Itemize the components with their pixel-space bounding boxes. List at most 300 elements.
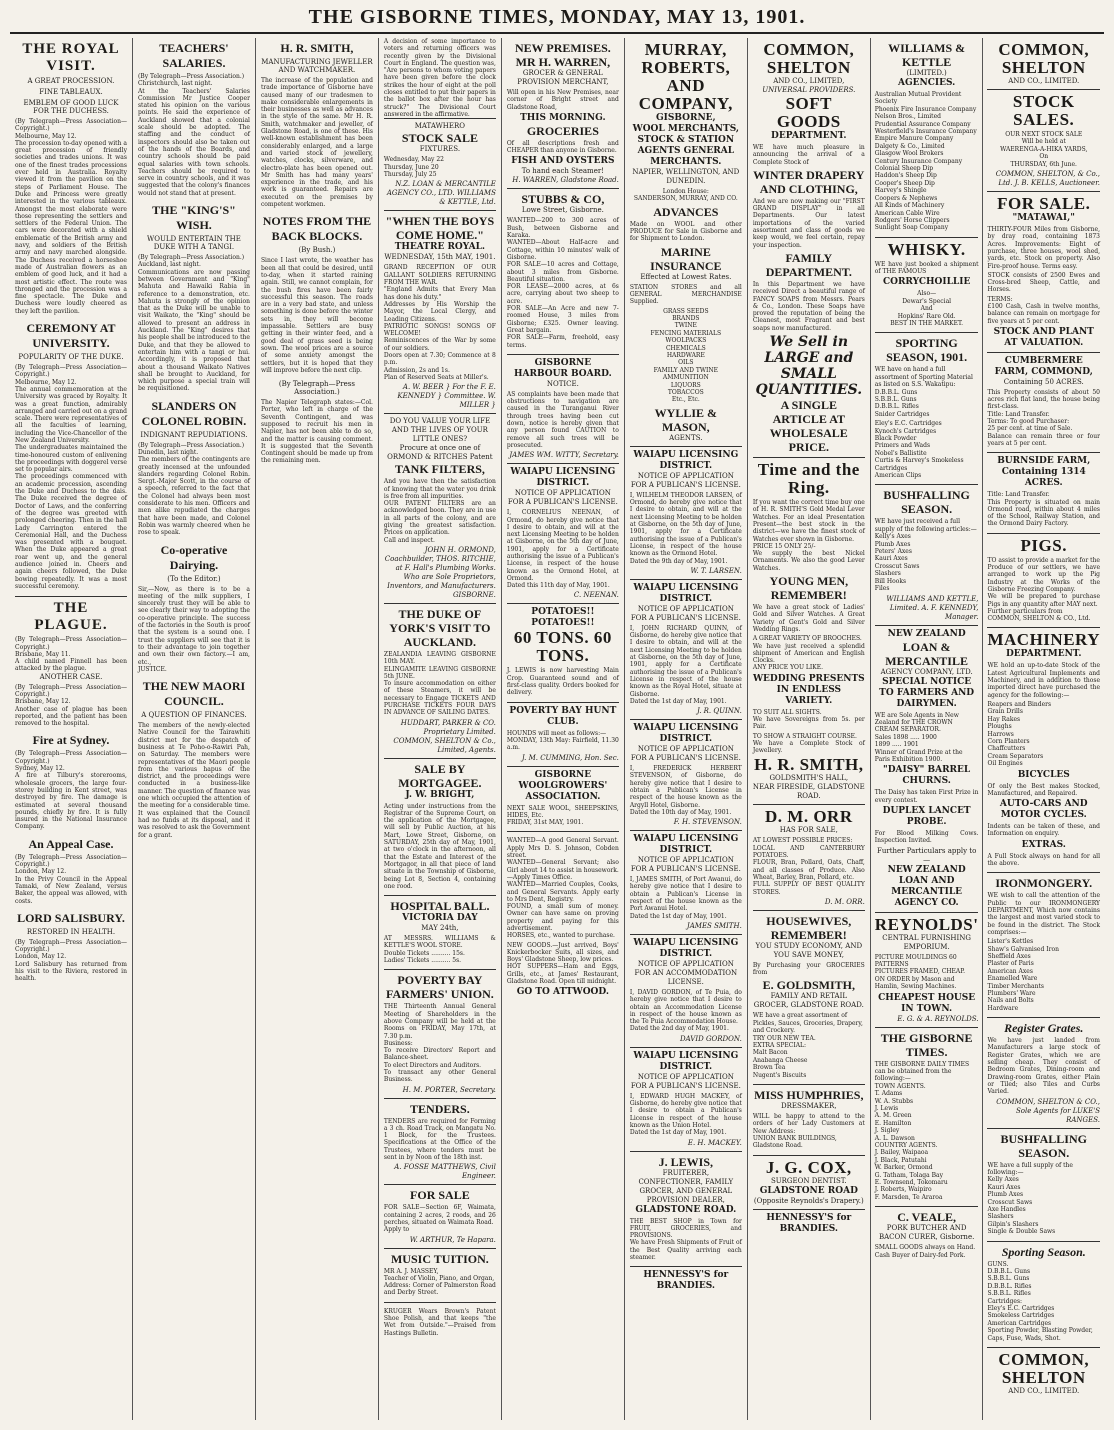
ad-body: KRUGER Wears Brown's Patent Shoe Polish, and that keeps "the Wet from Outside."—Praised from Hastings Bulletin. — [383, 1307, 498, 1337]
article-subtitle: POPULARITY OF THE DUKE. — [18, 353, 124, 362]
stock-sales-ad — [987, 89, 1100, 191]
lewis-ad — [630, 1151, 742, 1267]
ad-body: I, EDWARD HUGH MACKEY, of Gisborne, do hereby give notice that I desire to obtain a Publican's License in respect of the house known as the Union Hotel. Dated the 1st day of May, 1901. — [629, 1092, 742, 1137]
article-title: CEREMONY AT UNIVERSITY. — [26, 321, 116, 351]
article-title: An Appeal Case. — [28, 836, 114, 851]
ad-list: GUNS. D.B.B.L. Guns S.B.B.L. Guns D.B.B.L. Rifles S.B.B.L. Rifles Cartridges: Eley's E.C. Cartridges Smokeless Cartridges American Cartridges Sporting Powder, Blasting Powder, Caps, Fuse, Wads, Shot. — [987, 1260, 1093, 1342]
ad-line: THEATRE ROYAL. — [394, 242, 486, 253]
ad-heading: IRONMONGERY. — [995, 876, 1093, 891]
ad-body: GRAND RECEPTION OF OUR GALLANT SOLDIERS RETURNING FROM THE WAR. "England Admits that Every Man has done his duty." Addresses by His Worship the Mayor, the Local Clergy, and Leading Citizens. PATRIOTIC SONGS! SONGS OF WELCOME! Reminiscences of the War by some of our soldiers. Doors open at 7.30; Commence at 8 p.m. Admission, 2s and 1s. Plan of Reserved Seats at Miller's. — [383, 264, 496, 381]
ad-heading: BUSHFALLING SEASON. — [883, 488, 970, 517]
ad-signature: F. H. STEVENSON. — [673, 818, 742, 827]
ad-line: WAIAPU LICENSING DISTRICT. — [633, 937, 739, 959]
woolgrowers-ad — [507, 766, 619, 832]
ad-line: WAIAPU LICENSING DISTRICT. — [633, 834, 739, 856]
article-body: The members of the newly-elected Native Council for the Tairawhiti district met for the despatch of business at Te Poho-o-Rawiri Pah, on Saturday. The members were representatives of the Maori people from the various hapus of the district, and the proceedings were conducted in a business-like manner. The question of finance was one which occupied the attention of the meeting for a considerable time. It was explained that the Council had no funds at its disposal, and it was resolved to ask the Government for a grant. — [137, 722, 252, 839]
ad-list: WE have a great assortment of Pickles, Sauces, Groceries, Drapery, and Crockery. TRY OUR NEW TEA. EXTRA SPECIAL: Malt Bacon Anabanga Cheese Brown Tea Nugent's Biscuits — [752, 1012, 863, 1079]
ad-line: CENTRAL FURNISHING EMPORIUM. — [882, 933, 972, 951]
ad-signature: W. T. LARSEN. — [690, 566, 742, 575]
ad-body: Of only the Best makes Stocked, Manufactured, and Repaired. — [987, 782, 1102, 797]
machinery-ad — [987, 627, 1100, 872]
article-body: Sir,—Now, as there is to be a meeting of the milk suppliers, I sincerely trust they will be able to see clearly their way to adopting the co-operative principle. The success of the factories in the South is proof that the system is a sound one. I trust the suppliers will see that it is to their advantage to join together and own their own factory.—I am, etc., JUSTICE. — [137, 585, 250, 673]
article-body: (By Telegraph—Press Association—Copyright.) Brisbane, May 12. Another case of plague has been reported, and the patient has been removed to the hospital. — [15, 683, 127, 728]
ad-line: Effected at Lowest Rates. — [640, 272, 732, 281]
kruger-ad — [384, 1302, 496, 1342]
ad-line: FAMILY AND RETAIL GROCER, GLADSTONE ROAD. — [753, 992, 864, 1010]
ad-body: ZEALANDIA LEAVING GISBORNE 10th MAY. ELINGAMITE LEAVING GISBORNE 5th JUNE. To insure accommodation on either of these Steamers, it will be necessary to Engage TICKETS AND PURCHASE TICKETS FOUR DAYS IN ADVANCE OF SAILING DATES. — [383, 650, 496, 717]
divider — [15, 596, 127, 597]
ad-line: NOTICE OF APPLICATION FOR AN ACCOMMODATION LICENSE. — [634, 959, 738, 986]
ad-heading: NEW PREMISES. — [514, 41, 611, 55]
article-subtitle: WOULD ENTERTAIN THE DUKE WITH A TANGI. — [147, 235, 241, 252]
ad-heading: HOUSEWIVES, REMEMBER! — [766, 913, 852, 942]
ad-line: WEDDING PRESENTS IN ENDLESS VARIETY. — [752, 673, 865, 706]
teachers-article — [138, 41, 250, 197]
ad-signature: HUDDART, PARKER & CO. Proprietary Limited. COMMON, SHELTON & Co., Limited, Agents. — [393, 718, 496, 754]
ad-heading: MACHINERY — [987, 630, 1100, 650]
article-subtitle: EMBLEM OF GOOD LUCK FOR THE DUCHESS. — [23, 99, 119, 115]
ad-body: NEXT SALE WOOL, SHEEPSKINS, HIDES, Etc. FRIDAY, 31st MAY, 1901. — [506, 804, 619, 827]
mortgagee-ad — [384, 758, 496, 896]
ad-body: We have a great stock of Ladies' Gold and Silver Watches. A Great Variety of Gent's Gold and Silver Wedding Rings. — [752, 604, 867, 633]
ad-line: NOTICE OF APPLICATION FOR A PUBLICAN'S LICENSE. — [630, 604, 741, 622]
column-4 — [379, 38, 502, 1420]
ad-body: HOUNDS will meet as follows:— MONDAY, 13th May: Fairfield, 11.30 a.m. — [506, 729, 619, 752]
ad-line: BICYCLES — [1017, 769, 1070, 780]
ad-heading: FOR SALE. — [997, 194, 1091, 214]
ad-line: DEPARTMENT. — [771, 131, 847, 141]
ad-line: NEAR FIRESIDE, GLADSTONE ROAD. — [752, 783, 865, 801]
article-subtitle: RESTORED IN HEALTH. — [26, 927, 116, 936]
ad-body: TERMS: £100 Cash, Cash in twelve months, balance can remain on mortgage for five years at 5 per cent. — [987, 295, 1100, 325]
ad-body: AT LOWEST POSSIBLE PRICES: LOCAL AND CANTERBURY POTATOES. FLOUR, Bran, Pollard, Oats, Chaff, and all classes of Produce. Also Wheat, Barley, Bran, Pollard, etc. FULL SUPPLY OF BEST QUALITY STORES. — [752, 837, 865, 896]
article-subtitle: A QUESTION OF FINANCES. — [141, 711, 247, 720]
ad-body: MR A. J. MASSEY, Teacher of Violin, Piano, and Organ, Address: Corner of Palmerston Road and Derby Street. — [383, 1267, 496, 1297]
ad-line: PORK BUTCHER AND BACON CURER, Gisborne. — [878, 1224, 975, 1242]
ad-line: WOOL MERCHANTS, STOCK & STATION AGENTS GENERAL MERCHANTS. — [632, 124, 740, 167]
ad-body: A GREAT VARIETY OF BROOCHES. We have just received a splendid shipment of American and English Clocks. ANY PRICE YOU LIKE. — [752, 635, 865, 672]
ad-line: AND CO., LIMITED, — [773, 77, 845, 85]
ad-list: London House: SANDERSON, MURRAY, AND CO. — [633, 188, 738, 203]
napier-article — [261, 380, 373, 465]
ad-body: TENDERS are required for Forming a 3 ch. Road Track, on Mangatu No. 1 Block, for the Trustees. Specifications at the Office of the Trustees, where tenders must be sent in by Noon of the 18th inst. — [383, 1117, 498, 1162]
ad-line: GO TO ATTWOOD. — [516, 987, 610, 998]
ad-line: GOLDSMITH'S HALL, — [769, 774, 849, 783]
ad-line: WAIAPU LICENSING DISTRICT. — [633, 1050, 739, 1072]
article-subtitle: INDIGNANT REPUDIATIONS. — [140, 430, 248, 439]
ad-heading: WYLLIE & MASON, — [654, 405, 717, 434]
article-body: (By Telegraph—Press Association.) Christchurch, last night. At the Teachers' Salaries Commission Mr Justice Cooper stated his opinion on the various points. He said the experience of Auckland showed that a colonial scale should be adopted. The staffing and the conduct of inspectors should also be taken out of the hands of the Boards, and country schools should be paid equal salaries with town schools. Teachers should be required to serve in country schools, and it was suggested that the colony's finances would not stand that at present. — [137, 73, 250, 197]
ad-line: HAS FOR SALE, — [779, 826, 838, 835]
article-subtitle: (By Telegraph—Press Association.) — [278, 380, 355, 397]
cumbermere-ad — [987, 352, 1100, 452]
ad-line: DRESSMAKER, — [781, 1102, 837, 1111]
ad-body: I, JAMES SMITH, of Port Awanui, do hereby give notice that I desire to obtain a Publican's License in respect of the house known as the Port Awanui Hotel. Dated the 1st day of May, 1901. — [629, 876, 742, 920]
ad-signature: C. NEENAN. — [573, 591, 619, 600]
ad-line: GLADSTONE ROAD. — [635, 1204, 737, 1215]
ad-heading: YOUNG MEN, REMEMBER! — [769, 574, 849, 603]
ad-line: Procure at once one of ORMOND & RITCHES Patent — [387, 444, 493, 462]
ad-body: In this Department we have received Direct a beautiful range of FANCY SOAPS from Messrs. Pears & Co., London. These Soaps have proved the reputation of being the Cleanest, most Fragrant and best soaps now manufactured. — [752, 280, 867, 332]
ad-line: NOTICE OF APPLICATION FOR A PUBLICAN'S LICENSE. — [630, 471, 741, 489]
ad-heading: PIGS. — [1020, 535, 1067, 555]
ad-line: NOTICE OF APPLICATION FOR A PUBLICAN'S LICENSE. — [630, 745, 741, 763]
ad-line: WAIAPU LICENSING DISTRICT. — [633, 723, 739, 745]
music-tuition-ad — [384, 1248, 496, 1302]
article-body: The Napier Telegraph states:—Col. Porter, who left in charge of the Seventh Contingent, and was supposed to recruit his men in Napier, has not been able to do so, and the matter is causing comment. It is suggested that the Seventh Contingent should be made up from the remaining men. — [260, 399, 375, 465]
article-body: (By Telegraph—Press Association—Copyright.) Melbourne, May 12. The procession to-day opened with a great procession of friendly societies and trades unions. It was one of the finest trades processions ever held in Australia. Royalty viewed it from the pavilion on the steps of Parliament House. The Duke and Princess were greatly interested in the various tableaux. Amongst the most elaborate were those representing the settlers and settlers of the Federal Union. The cars were decorated with a shield emblematic of the British army and navy, and soldiers of the British army and navy marched alongside. The Duchess received a horseshoe made of Australian flowers as an emblem of good luck, and it had a most artistic effect. The route was thronged and the procession was a fine spectacle. The Duke and Duchess were loudly cheered as they left the pavilion. — [15, 118, 127, 315]
wanted-ads — [507, 831, 619, 1001]
ad-heading: D. M. ORR — [765, 807, 853, 827]
ad-signature: J. M. CUMMING, Hon. Sec. — [521, 753, 619, 762]
ad-line: WEDNESDAY, 15th MAY, 1901. — [384, 253, 496, 262]
ad-body: I, FREDERICK HERBERT STEVENSON, of Gisborne, do hereby give notice that I desire to obtain a Publican's License in respect of the house known as the Argyll Hotel, Gisborne. Dated the 10th day of May, 1901. — [629, 765, 742, 816]
licensing-notice — [507, 463, 619, 603]
ad-body: TO SHOW A STRAIGHT COURSE. We have a Complete Stock of Jewellery. — [752, 732, 865, 755]
stock-sale-ad — [384, 118, 496, 210]
ad-signature: JAMES WM. WITTY, Secretary. — [509, 451, 619, 460]
ad-body: Indents can be taken of these, and Information on enquiry. — [987, 823, 1102, 838]
sporting-season-ad — [987, 1241, 1100, 1347]
ad-body: WE hold an up-to-date Stock of the Latest Agricultural Implements and Machinery, and in addition to those imported direct have purchased the agency for the following:— — [987, 662, 1102, 699]
kings-wish-article — [138, 203, 250, 393]
ad-heading: STOCK SALE — [401, 131, 478, 146]
ad-line: HENNESSY'S for BRANDIES. — [766, 1212, 852, 1234]
whisky-ad — [875, 237, 979, 333]
article-subtitle: (By Bush.) — [298, 246, 336, 255]
ad-heading: E. GOLDSMITH, — [762, 978, 855, 993]
ad-line: FIXTURES. — [419, 145, 461, 154]
ad-line: Lowe Street, Gisborne. — [521, 206, 604, 215]
licensing-notice — [630, 579, 742, 719]
article-title: TEACHERS' SALARIES. — [159, 41, 229, 70]
ad-line: CORRYCHOILLIE — [882, 277, 971, 288]
bushfalling-ad — [987, 1128, 1100, 1241]
ad-line: GLADSTONE ROAD — [759, 1185, 858, 1196]
royal-visit-article — [15, 41, 127, 315]
ad-body: STATION STORES and all GENERAL MERCHANDISE Supplied. — [629, 283, 744, 306]
ad-body: A Full Stock always on hand for all the above. — [987, 852, 1102, 868]
ad-line: NOTICE OF APPLICATION FOR A PUBLICAN'S LICENSE. — [630, 856, 741, 874]
ad-signature: J. R. QUINN. — [696, 707, 742, 716]
ad-list: Australian Mutual Provident Society Phoenix Fire Insurance Company Nelson Bros., Limited Prudential Assurance Company Westerfield's Insurance Company Empire Manure Company Dalgety & Co., Limited Glasgow Wool Brokers Century Insurance Company Colonial Sheep Dip Haddon's Sheep Dip Cooper's Sheep Dip Harvey's Shingle Coopers & Nephews All Kinds of Machinery American Cable Wire Rodgers' Horse Clippers Sunlight Soap Company — [874, 91, 977, 232]
ad-line: VICTORIA DAY — [402, 913, 478, 924]
ad-body: AT MESSRS. WILLIAMS & KETTLE'S WOOL STORE. Double Tickets .......... 15s. Ladies' Tickets .......... 5s. — [383, 935, 496, 965]
article-body: (By Telegraph—Press Association—Copyright.) Sydney, May 12. A fire at Tilbury's storerooms, wholesale grocers, the large four-storey building in Kent street, was destroyed by fire. The damage is estimated at several thousand pounds, chiefly by fire. It is fully insured in the National Insurance Company. — [15, 750, 127, 831]
ad-line: AND CO., LIMITED. — [1008, 77, 1080, 85]
column-8b — [983, 38, 1104, 1420]
ad-signature: D. M. ORR. — [824, 897, 865, 906]
common-shelton-ad — [753, 38, 865, 457]
article-title: Fire at Sydney. — [32, 733, 110, 748]
ad-line: POTATOES!! POTATOES!! — [531, 607, 595, 629]
ad-heading: POVERTY BAY FARMERS' UNION. — [386, 973, 494, 1002]
williams-kettle-ad — [875, 38, 979, 237]
column-3 — [256, 38, 379, 1420]
ad-line: AGENCIES. — [897, 78, 956, 88]
ad-signature: H. WARREN, Gladstone Road. — [512, 176, 619, 185]
ad-body: WE have just booked a shipment of THE FAMOUS — [874, 260, 981, 276]
ad-body: AS complaints have been made that obstructions to navigation are caused in the Turanganui River through trees having been cut down, notice is hereby given that any person found CAUTION to remove all such trees will be prosecuted. — [506, 390, 621, 449]
ad-body: If you want the correct time buy one of H. R. SMITH'S Gold Medal Lever Watches. For an ideal Presentation Present—the best stock in the district—we have the finest stock of Watches ever shown in Gisborne. PRICE 15 ONLY 25/- We supply the best Nickel Ornaments. We also the good Lever Watches. — [752, 499, 865, 572]
ad-heading: COMMON, SHELTON — [763, 40, 855, 77]
potatoes-ad — [507, 603, 619, 701]
ad-list: WE have a full supply of the following:— Kelly Axes Kauri Axes Plumb Axes Crosscut Saws Axe Handles Slashers Gilpin's Slashers Single & Double Saws — [987, 1161, 1073, 1236]
ad-heading: Sporting Season. — [1001, 1244, 1086, 1259]
ad-line: FISH AND OYSTERS — [511, 156, 615, 167]
article-body: (By Telegraph—Press Association.) Auckland, last night. Communications are now passing between Government and "King" Mahuta and Hawaiki Rabia in reference to a demonstration, etc. Mahuta is strongly of the opinion that as the Duke will be unable to visit Waikato, the "King" should be allowed to present an address in Auckland. The "King" desires that his people shall be introduced to the Duke, and that they be allowed to entertain him with a tangi or hui. Accordingly, it is proposed that about a thousand Waikato Natives shall be brought to Auckland, for which purpose a special train will be requisitioned. — [137, 254, 250, 393]
article-title: THE NEW MAORI COUNCIL. — [142, 679, 246, 709]
ad-signature: WILLIAMS AND KETTLE, Limited. A. F. KENNEDY, Manager. — [886, 594, 979, 621]
hunt-club-ad — [507, 702, 619, 766]
ceremony-article — [15, 321, 127, 590]
article-title: Co-operative Dairying. — [160, 542, 228, 572]
article-body: (By Telegraph—Press Association—Copyright.) London, May 12. Lord Salisbury has returned from his visit to the Riviera, restored in health. — [15, 938, 127, 983]
ad-body: Will open in his New Premises, near corner of Bright street and Gladstone Road, — [506, 89, 621, 111]
time-ring-ad — [753, 457, 865, 804]
ad-heading: SPORTING SEASON, 1901. — [886, 336, 968, 365]
tenders-ad — [384, 1098, 496, 1185]
ad-body: Title: Land Transfer. This Property is situated on main Ormond road, within about 4 miles of the School, Railway Station, and the Ormond Dairy Factory. — [987, 491, 1100, 528]
article-body: A decision of some importance to voters and returning officers was recently given by the Divisional Court in England. The question was, "Are persons to whom voting papers have been given before the clock strikes the hour of eight at the poll closes entitled to put their papers in the ballot box after the hour has struck?" The Divisional Court answered in the affirmative. — [383, 38, 498, 118]
ad-line: SPECIAL NOTICE TO FARMERS AND DAIRYMEN. — [879, 676, 975, 709]
ad-heading: MURRAY, ROBERTS, AND COMPANY, — [638, 40, 733, 113]
ad-signature: JAMES SMITH. — [686, 921, 742, 930]
ad-line: AUTO-CARS AND MOTOR CYCLES. — [999, 799, 1088, 821]
column-2 — [133, 38, 256, 1420]
ad-list: Eley's E.C. Cartridges Kynoch's Cartridges Black Powder Primers and Wads Nobel's Ballistite Curtis & Harvey's Smokeless Cartridges American Clips — [874, 420, 964, 480]
ad-body: The Daisy has taken First Prize in every contest. — [874, 789, 981, 804]
article-title: SLANDERS ON COLONEL ROBIN. — [141, 398, 247, 428]
ad-line: Containing 50 ACRES. — [1003, 377, 1084, 386]
article-title: LORD SALISBURY. — [17, 910, 125, 925]
ad-line: POVERTY BAY HUNT CLUB. — [509, 705, 617, 727]
article-title: NOTES FROM THE BACK BLOCKS. — [262, 214, 372, 244]
ad-line: "MATAWAI," — [1012, 213, 1075, 224]
ad-body: I, DAVID GORDON, of Te Puia, do hereby give notice that I desire to obtain an Accommodation License in respect of the house known as the Te Puia Accommodation House. Dated the 2nd day of May, 1901. — [629, 988, 742, 1033]
backblocks-article — [261, 214, 373, 374]
ad-body: By Purchasing your GROCERIES from — [752, 961, 867, 977]
plague-article — [15, 600, 127, 727]
ad-list: PICTURE MOULDINGS 60 PATTERNS PICTURES FRAMED, CHEAP. ON ORDER by Mason and Hamlin, Sewing Machines. — [874, 953, 965, 991]
article-subtitle: MANUFACTURING JEWELLER AND WATCHMAKER. — [261, 58, 373, 74]
ad-line: MATAWHERO — [414, 122, 466, 131]
ad-body: THE Thirteenth Annual General Meeting of Shareholders in the above Company will be held at the Rooms on FRIDAY, May 17th, at 7.30 p.m. Business: To receive Directors' Report and Balance-sheet. To elect Directors and Auditors. To transact any other General Business. — [383, 1003, 496, 1084]
ad-body: FOR SALE—Section 6F, Waimata, containing 2 acres, 2 roods, and 26 perches, situated on Waimata Road. Apply to — [383, 1204, 496, 1234]
slanders-article — [138, 399, 250, 537]
ad-line: AGENCY COMPANY, LTD. — [880, 667, 973, 676]
ad-body: Of all descriptions fresh and CHEAPER than anyone in Gisborne. — [506, 139, 621, 155]
ad-list: GRASS SEEDS BRANDS TWINE FENCING MATERIALS WOOLPACKS CHEMICALS HARDWARE OILS FAMILY AND TWINE AMMUNITION LIQUORS TOBACCOS Etc., Etc. — [650, 307, 722, 404]
licensing-notice — [630, 446, 742, 579]
column-8a — [871, 38, 984, 1420]
ad-line: NEW ZEALAND LOAN AND MERCANTILE AGENCY CO. — [887, 864, 966, 908]
ad-heading: H. R. SMITH, — [754, 755, 864, 775]
ad-heading: HOSPITAL BALL. — [390, 899, 490, 914]
common-shelton-ad — [987, 38, 1100, 89]
ad-body: THIRTY-FOUR Miles from Gisborne, by dray road, containing 1873 Acres. Improvements: Eight of purchase, three houses, wool shed, yards, etc. Stock on property. Also Fire-proof house. Terms easy. — [987, 226, 1102, 270]
licensing-notice — [630, 1047, 742, 1151]
ad-body: Acting under instructions from the Registrar of the Supreme Court, on the application of the Mortgagee, will sell by Public Auction, at his Mart, Lowe Street, Gisborne, on SATURDAY, 25th day of May, 1901, at two o'clock in the afternoon, all that the Estate and Interest of the Mortgagor, in all that piece of land situate in the Township of Gisborne, being Lot 8, Section 4, containing one rood. — [383, 802, 498, 890]
ad-line: MAY 24th, — [421, 924, 459, 933]
column-5 — [502, 38, 625, 1420]
ad-signature: A. W. BEER } For the F. E. KENNEDY } Committee. W. MILLER } — [397, 383, 496, 410]
ad-line: AGENTS. — [669, 433, 703, 442]
ad-line: WAIAPU LICENSING DISTRICT. — [633, 449, 739, 471]
article-body: (By Telegraph—Press Association—Copyright.) London, May 12. In the Privy Council in the Appeal Tamaki, of New Zealand, versus Baker, the appeal was allowed, with costs. — [15, 853, 127, 905]
ad-line: Further Particulars apply to— — [876, 846, 977, 864]
stubbs-ad — [507, 188, 619, 353]
ad-signature: COMMON, SHELTON, & Co., Ltd. J. B. KELLS, Auctioneer. — [995, 170, 1100, 188]
smith-article — [261, 41, 373, 208]
column-7 — [748, 38, 871, 1420]
ad-heading: MARINE INSURANCE — [650, 244, 722, 273]
ad-heading: THE DUKE OF YORK'S VISIT TO AUCKLAND. — [389, 606, 491, 649]
ad-signature: JOHN H. ORMOND, Coachbuilder, THOS. RITCHIE, at F. Hall's Plumbing Works. Who are Sole Proprietors, Inventors, and Manufacturers. GISBORNE. — [384, 545, 496, 599]
ad-body: I, WILHELM THEODOR LARSEN, of Ormond, do hereby give notice that I desire to obtain, and will at the next Licensing Meeting to be holden at Gisborne, on the 5th day of June, 1901, apply for a Certificate authorising the issue of a Publican's License, in respect of the house known as the Ormond Hotel. Dated the 9th day of May, 1901. — [629, 491, 742, 565]
article-body: (By Telegraph—Press Association—Copyright.) Brisbane, May 11. A child named Finnell has been attacked by the plague. — [15, 636, 127, 673]
ad-heading: "WHEN THE BOYS COME HOME." — [385, 214, 495, 243]
ad-line: WAIAPU LICENSING DISTRICT. — [633, 582, 739, 604]
tank-filter-ad — [384, 413, 496, 603]
appeal-article — [15, 837, 127, 905]
for-sale-ad — [987, 191, 1100, 352]
licensing-notice — [630, 934, 742, 1047]
ad-line: NEW ZEALAND — [887, 628, 966, 639]
article-body: The increase of the population and trade importance of Gisborne have caused many of our tradesmen to make considerable enlargements in their businesses as well as advances in the style of the same. Mr H. R. Smith, watchmaker and jeweller, of Gladstone Road, is one of these. His well-known establishment has been considerably enlarged, and a large and varied stock of jewellery, watches, clocks, silverware, and electro-plate has been opened out. Mr Smith has had many years' experience in the trade, and his work is guaranteed. Repairs are executed on the premises by competent workmen. — [260, 77, 375, 209]
article-body: Since I last wrote, the weather has been all that could be desired, until to-day, when it started raining again. Still, we cannot complain, for the bush fires have been fairly successful this season. The roads are in a very bad state, and unless something is done before the winter sets in, they will become impassable. Settlers are busy getting in their winter feed, and a good deal of grass seed is being sown. The wool prices are a source of some anxiety amongst the settlers, but it is hoped that they will improve before the next clip. — [260, 257, 375, 374]
coop-article — [138, 543, 250, 674]
ad-body: WE wish to call the attention of the Public to our IRONMONGERY DEPARTMENT, Which now contains the largest and most varied stock to be found in the district. The Stock comprises:— — [987, 892, 1102, 936]
columns — [10, 38, 1104, 1420]
ad-body: WANTED—200 to 300 acres of Bush, between Gisborne and Karaka. WANTED—About Half-acre and Cottage, within 10 minutes' walk of Gisborne. FOR SALE—10 acres and Cottage, about 3 miles from Gisborne. Beautiful situation. FOR LEASE—2000 acres, at 6s acre, carrying about two sheep to acre. FOR SALE—An Acre and new 7-roomed House, 3 miles from Gisborne; £325. Owner leaving. Great bargain. FOR SALE—Farm, freehold, easy terms. — [506, 217, 619, 349]
ad-line: YOU STUDY ECONOMY, AND YOU SAVE MONEY, — [755, 941, 863, 959]
ad-heading: WINTER DRAPERY AND CLOTHING, — [753, 167, 865, 196]
ad-slogan: We Sell in LARGE and SMALL QUANTITIES. — [755, 334, 863, 399]
ad-heading: TANK FILTERS, — [394, 462, 485, 477]
cox-ad — [753, 1155, 865, 1209]
ad-line: WAIAPU LICENSING DISTRICT. — [510, 467, 616, 489]
ad-body: For Blood Milking Cows. Inspection Invited. — [874, 829, 981, 845]
housewives-ad — [753, 910, 865, 1084]
ad-body: WANTED—A good General Servant. Apply Mrs D. S. Johnson, Cobden street. WANTED—General Servant; also Girl about 14 to assist in housework.—Apply Times Office. WANTED—Married Couples, Cooks, and General Servants. Apply early to Mrs Dent, Registry. FOUND, a small sum of money. Owner can have same on proving property and paying for this advertisement. HORSES, etc., wanted to purchase. — [506, 837, 619, 940]
ad-heading: FAMILY DEPARTMENT. — [765, 250, 852, 279]
ad-heading: FOR SALE — [410, 1188, 470, 1203]
hennessy-ad — [753, 1209, 865, 1238]
harbour-board-ad — [507, 354, 619, 463]
bushfalling-ad — [875, 484, 979, 624]
ad-heading: MUSIC TUITION. — [390, 1251, 489, 1266]
register-grates-ad — [987, 1017, 1100, 1127]
warren-ad — [507, 38, 619, 188]
ad-line: HENNESSY'S for BRANDIES. — [643, 1270, 729, 1292]
ad-line: NOTICE OF APPLICATION FOR A PUBLICAN'S LICENSE. — [507, 489, 618, 507]
ad-heading: J. G. COX, — [765, 1157, 852, 1177]
ad-heading: COMMON, SHELTON — [998, 1350, 1090, 1388]
ad-heading: BUSHFALLING SEASON. — [1000, 1131, 1087, 1160]
ad-line: AND CO., LIMITED. — [1008, 1387, 1080, 1396]
article-title: THE "KING'S" WISH. — [152, 203, 236, 233]
ad-line: GROCER & GENERAL PROVISION MERCHANT, — [517, 69, 609, 86]
duke-york-ad — [384, 603, 496, 758]
article-subtitle: FINE TABLEAUX. — [39, 88, 103, 96]
ad-body: I, CORNELIUS NEENAN, of Ormond, do hereby give notice that I desire to obtain, and will at the next Licensing Meeting to be holden at Gisborne, on the 5th day of June, 1901, apply for a Certificate authorising the issue of a Publican's License, in respect of the house known as the Ormond Hotel, at Ormond. Dated this 11th day of May, 1901. — [506, 509, 619, 590]
salisbury-article — [15, 911, 127, 983]
ad-heading: GROCERIES — [526, 123, 599, 138]
ad-list: WE have on hand a full assortment of Sporting Material as listed on S.S. Wakatipu: D.B.B.L. Guns S.B.B.L. Guns D.B.B.L. Rifles Snider Cartridges — [874, 366, 973, 418]
ad-signature: E. H. MACKEY. — [687, 1138, 742, 1147]
sporting-season-ad — [875, 332, 979, 484]
ad-body: This Property consists of about 50 acres rich flat land, the house being first-class. Title: Land Transfer. Terms: To good Purchaser: 25 per cent. at time of Sale. Balance can remain three or four years at 5 per cent. — [987, 388, 1100, 447]
ad-list: THE GISBORNE DAILY TIMES can be obtained from the following:— TOWN AGENTS. T. Adams W. A. Stubbs J. Lewis A. M. Green E. Hamilton J. Sigley A. L. Dawson COUNTRY AGENTS. J. Bailey, Waipaoa J. Black, Patutahi W. Barker, Ormond G. Tatham, Tolaga Bay E. Townsend, Tokomaru J. Roberts, Waipiro F. Marsden, Te Araroa — [874, 1060, 970, 1201]
ad-line: To hand each Steamer! — [521, 167, 604, 176]
ad-list: Lister's Kettles Shaw's Galvanised Iron Sheffield Axes Plaster of Paris American Axes Enamelled Ware Timber Merchants Plumbers' Ware Nails and Bolts Hardware — [987, 938, 1059, 1012]
ad-body: J. LEWIS is now harvesting Main Crop. Guaranteed sound and of first-class quality. Orders booked for delivery. — [506, 667, 621, 697]
article-title: THE PLAGUE. — [34, 600, 108, 634]
ad-heading: REYNOLDS' — [874, 914, 979, 934]
ad-line: (LIMITED.) — [906, 69, 947, 77]
common-shelton-footer-ad — [987, 1347, 1100, 1399]
ad-heading: C. VEALE, — [897, 1210, 957, 1225]
ad-line: THIS MORNING. — [520, 112, 606, 123]
ad-heading: COMMON, SHELTON — [998, 40, 1090, 77]
ad-line: DO YOU VALUE YOUR LIFE AND THE LIVES OF YOUR LITTLE ONES? — [389, 417, 491, 444]
ad-line: NOTICE OF APPLICATION FOR A PUBLICAN'S LICENSE. — [630, 1072, 741, 1090]
ad-line: UNIVERSAL PROVIDERS. — [762, 86, 856, 94]
ad-list: Wednesday, May 22 Thursday, June 20 Thursday, July 25 — [383, 156, 444, 179]
licensing-notice — [630, 830, 742, 934]
ad-heading: MISS HUMPHRIES, — [754, 1088, 864, 1103]
ad-line: CUMBERMERE FARM, COMMOND, — [994, 355, 1093, 377]
ad-body: We have just landed from Manufacturers a large stock of Register Grates, which we are selling cheap. They consist of Bedroom Grates, Dining-room and Drawing-room Grates, either Plain or Tiled; also Tiles and Curbs Varied. — [987, 1037, 1102, 1096]
ad-heading: Register Grates. — [1004, 1021, 1084, 1036]
column-1 — [10, 38, 133, 1420]
ad-line: "DAISY" BARREL CHURNS. — [883, 765, 971, 787]
masthead: THE GISBORNE TIMES, MONDAY, MAY 13, 1901. — [10, 6, 1104, 34]
ad-line: FRUITERER, CONFECTIONER, FAMILY GROCER, AND GENERAL PROVISION DEALER, — [638, 1168, 734, 1204]
ad-line: BURNSIDE FARM, Containing 1314 ACRES. — [997, 456, 1091, 489]
column-8 — [871, 38, 1104, 1420]
ad-signature: E. G. & A. REYNOLDS. — [897, 1014, 979, 1023]
ad-line: NAPIER, WELLINGTON, AND DUNEDIN. — [632, 168, 740, 185]
ad-heading: WHISKY. — [887, 239, 966, 259]
ad-heading: Time and the Ring. — [757, 460, 860, 498]
ad-heading: LOAN & MERCANTILE — [885, 639, 968, 668]
ad-list: OUR NEXT STOCK SALE Will be held at WAERENGA-A-HIKA YARDS, On THURSDAY, 6th June. — [1000, 131, 1088, 168]
ad-body: THE BEST SHOP in Town for FRUIT, GROCERIES, and PROVISIONS. We have Fresh Shipments of Fruit of the Best Quality arriving each steamer. — [629, 1217, 742, 1262]
ad-line: GISBORNE WOOLGROWERS' ASSOCIATION. — [518, 769, 608, 802]
ad-signature: A. FOSSE MATTHEWS, Civil Engineer. — [394, 1163, 496, 1181]
ad-body: WE have much pleasure in announcing the arrival of a Complete Stock of — [752, 144, 867, 166]
article-subtitle: (To the Editor.) — [167, 574, 221, 583]
ad-body: TO SUIT ALL SIGHTS. We have Sovereigns from 5s. per Pair. — [752, 708, 865, 731]
ad-line: NOTICE. — [546, 379, 579, 388]
ad-body: And we are now making our "FIRST GRAND DISPLAY" in all Departments. Our latest importations of the varied assortment and class of goods we keep would, we feel certain, repay your inspection. — [752, 197, 867, 249]
ad-heading: A SINGLE ARTICLE AT WHOLESALE PRICE. — [769, 398, 848, 455]
ad-line: GISBORNE HARBOUR BOARD. — [513, 357, 612, 379]
article-subtitle: A GREAT PROCESSION. — [27, 77, 115, 85]
ad-list: WE have just received a full supply of the following articles:— Kelly's Axes Plumb Axes Peters' Axes Kauri Axes Crosscut Saws Slashers Bill Hooks Files — [874, 518, 977, 593]
ad-body: I, JOHN RICHARD QUINN, of Gisborne, do hereby give notice that I desire to obtain, and will at the next Licensing Meeting to be holden at Gisborne, on the 5th day of June, 1901, apply for a Certificate authorising the issue of a Publican's License in respect of the house known as the Royal Hotel, situate at Gisborne. Dated the 1st day of May, 1901. — [629, 624, 742, 705]
ad-list: Also— Dewar's Special And Hopkins' Rare Old. BEST IN THE MARKET. — [890, 290, 964, 327]
farmers-union-ad — [384, 969, 496, 1097]
ad-heading: STUBBS & CO, — [521, 192, 605, 207]
reynolds-ad — [875, 912, 979, 1027]
ad-signature: COMMON, SHELTON & CO., Sole Agents for LUKE'S RANGES. — [996, 1097, 1100, 1124]
ad-body: WILL be happy to attend to the orders of her Lady Customers at New Address: UNION BANK BUILDINGS, Gladstone Road. — [752, 1113, 865, 1150]
ad-line: EXTRAS. — [1021, 839, 1066, 850]
ad-line: J. W. BRIGHT, — [405, 789, 475, 800]
